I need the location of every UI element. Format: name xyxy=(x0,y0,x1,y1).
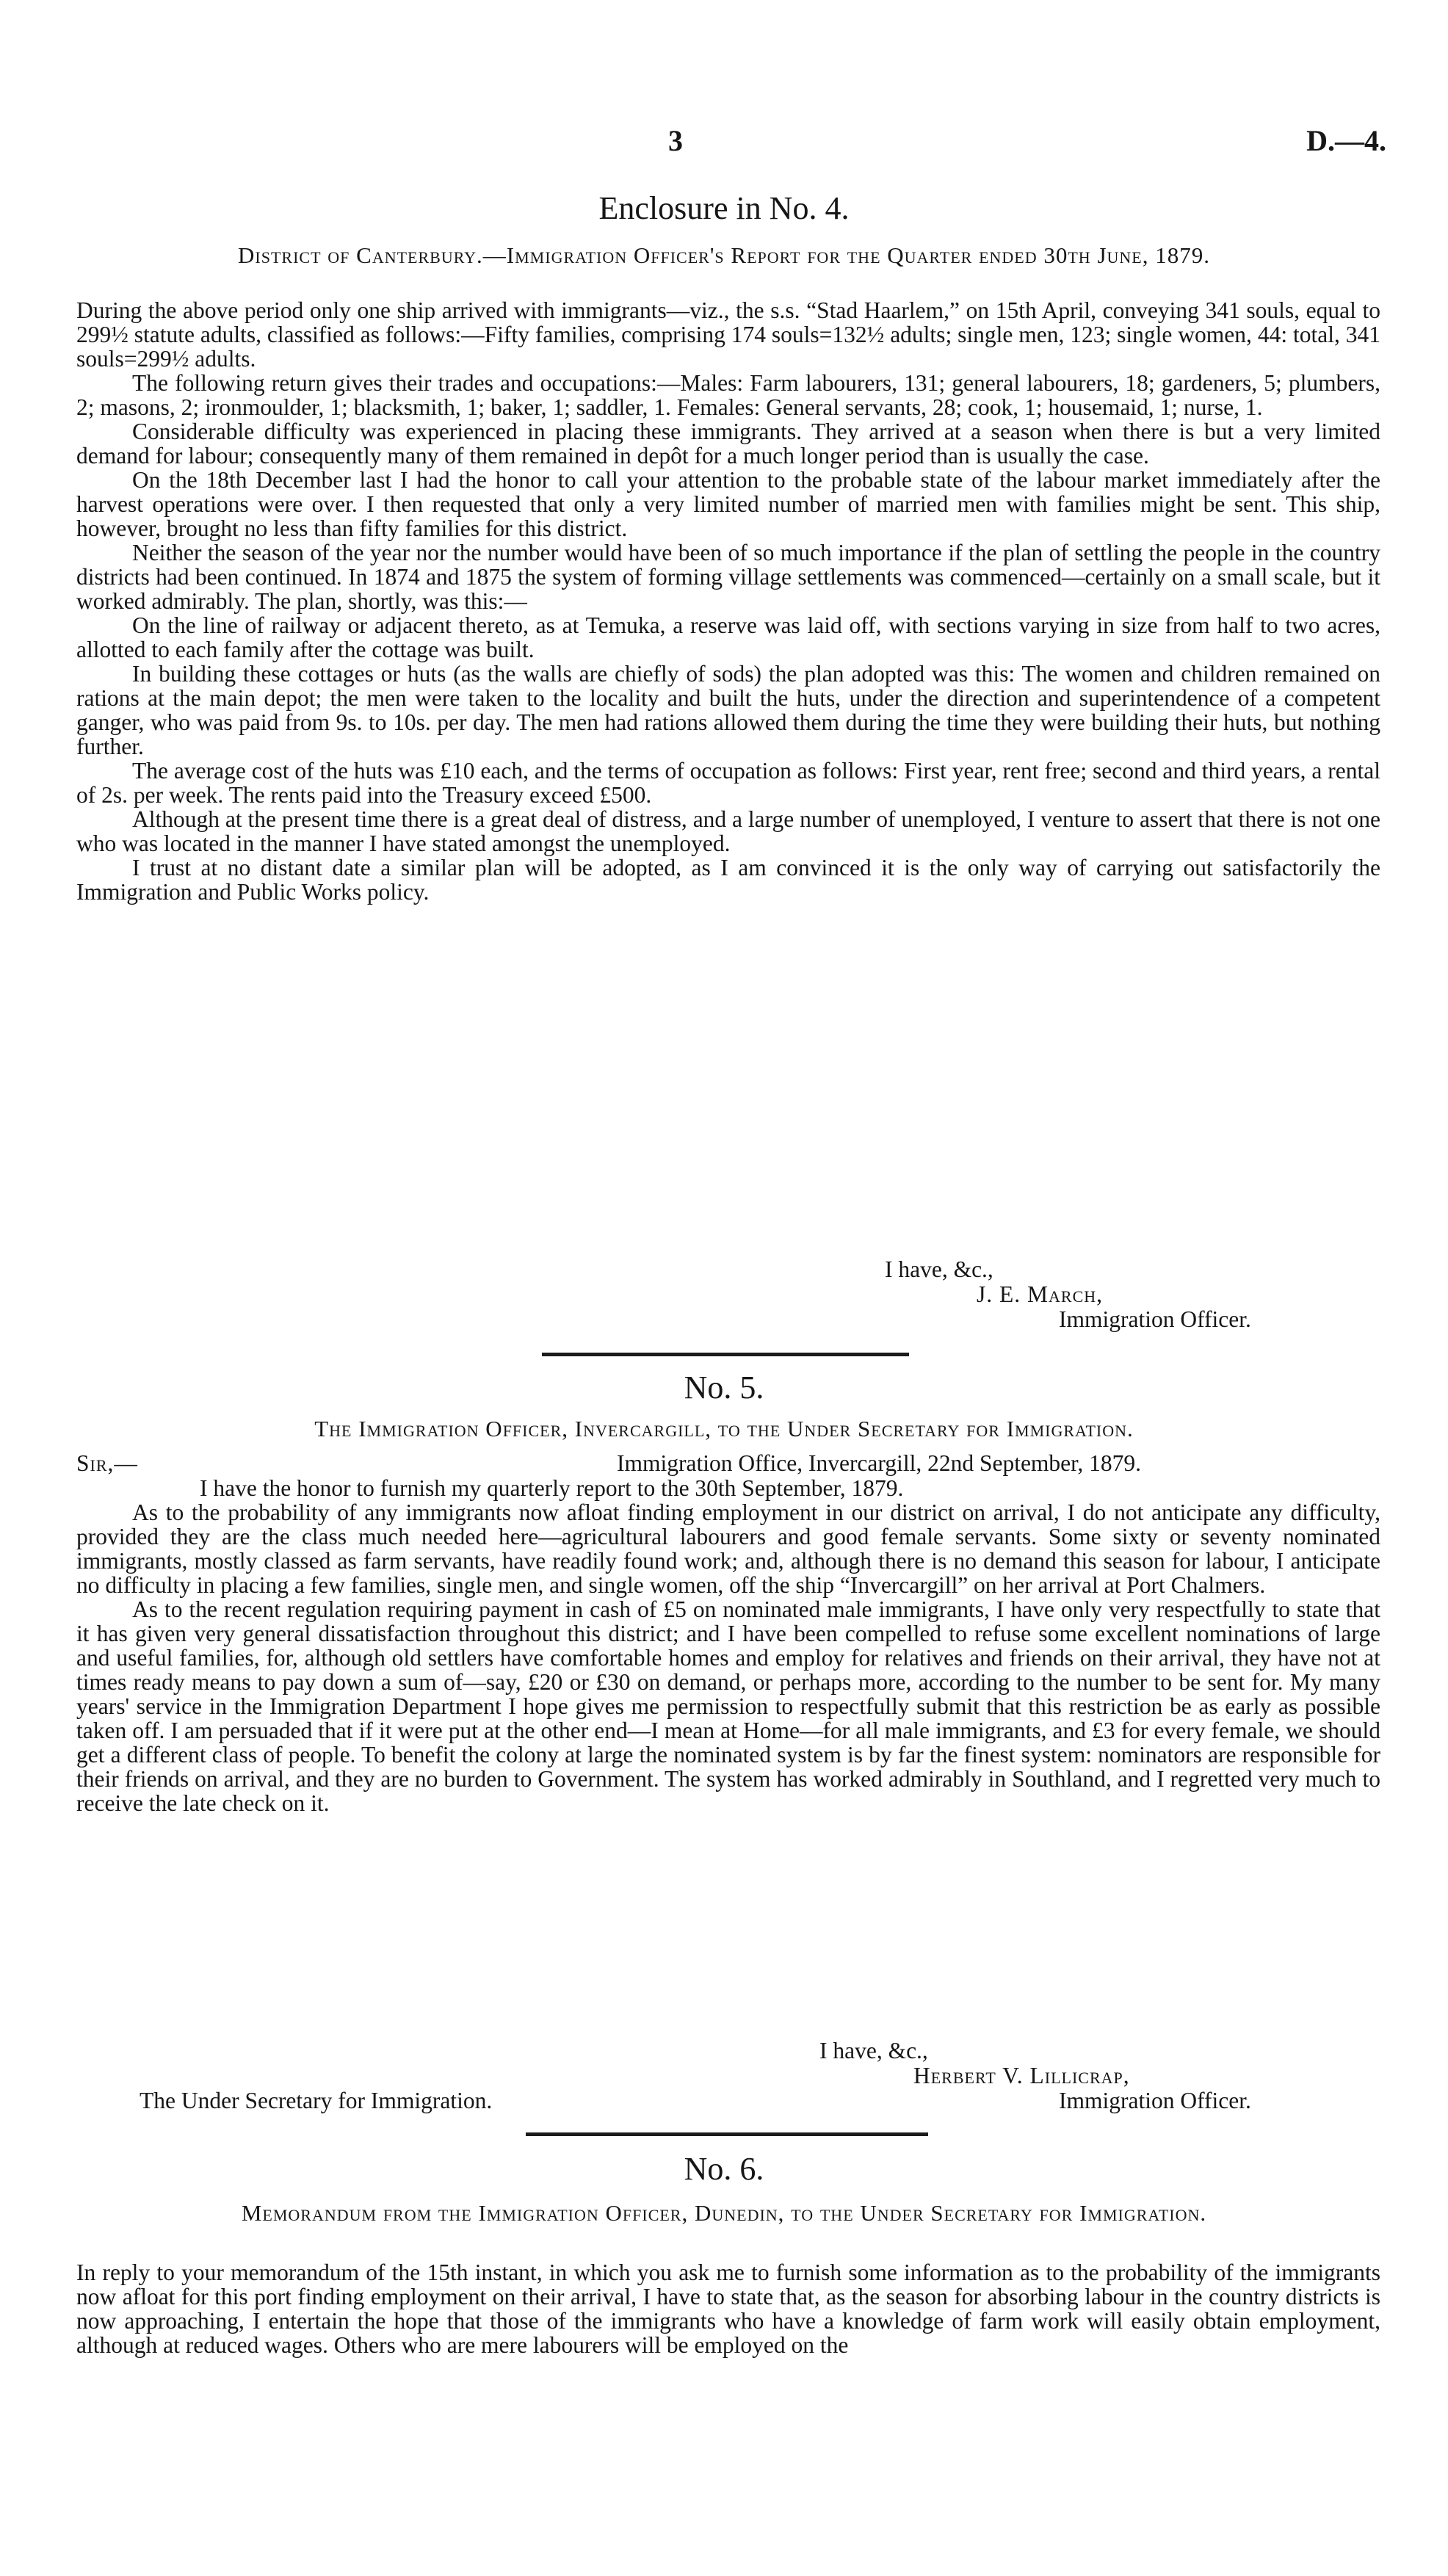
no5-body xyxy=(76,1476,1380,1815)
sign-off: I have, &c., xyxy=(885,1256,993,1282)
sign-off: I have, &c., xyxy=(819,2038,928,2063)
signer-title: Immigration Officer. xyxy=(1059,1306,1251,1332)
paragraph: In reply to your memorandum of the 15th instant, in which you ask me to furnish some information as to the probability of the immigrants now afloat for this port finding employment on their arrival, I have to state that, as the season for absorbing labour in the country districts is now approaching, I entertain the hope that those of the immigrants who have a knowledge of farm work will easily obtain employment, although at reduced wages. Others who are mere labourers will be employed on the xyxy=(76,2260,1380,2358)
document-id: D.—4. xyxy=(1306,124,1386,157)
paragraph: As to the recent regulation requiring payment in cash of £5 on nominated male immigrants, I have only very respectfully to state that it has given very general dissatisfaction throughout this district; and I have been compelled to refuse some excellent nominations of large and useful families, for, although old settlers have comfortable homes and employ for relatives and friends on their arrival, they have not at times ready means to pay down a sum of—say, £20 or £30 on demand, or perhaps more, according to the number to be sent for. My many years' service in the Immigration Department I hope gives me permission to respectfully submit that this restriction be as early as possible taken off. I am persuaded that if it were put at the other end—I mean at Home—for all male immigrants, and £3 for every female, we should get a different class of people. To benefit the colony at large the nominated system is by far the finest system: nominators are responsible for their friends on arrival, and they are no burden to Government. The system has worked admirably in Southland, and I regretted very much to receive the late check on it. xyxy=(76,1596,1380,1816)
enclosure-subtitle: District of Canterbury.—Immigration Officer's Report for the Quarter ended 30th June, 1879. xyxy=(238,242,1210,268)
enclosure-title: Enclosure in No. 4. xyxy=(598,190,850,226)
section-title-no5: No. 5. xyxy=(684,1370,764,1405)
paragraph: I trust at no distant date a similar plan will be adopted, as I am convinced it is the only way of carrying out satisfactorily the Immigration and Public Works policy. xyxy=(76,855,1380,905)
section-divider xyxy=(526,2132,928,2136)
paragraph: On the line of railway or adjacent thereto, as at Temuka, a reserve was laid off, with sections varying in size from half to two acres, allotted to each family after the cottage was built. xyxy=(76,612,1380,662)
paragraph: During the above period only one ship arrived with immigrants—viz., the s.s. “Stad Haarlem,” on 15th April, conveying 341 souls, equal to 299½ statute adults, classified as follows:—Fifty families, comprising 174 souls=132½ adults; single men, 123; single women, 44: total, 341 souls=299½ adults. xyxy=(76,297,1380,372)
page-number: 3 xyxy=(668,124,683,157)
signer-title: Immigration Officer. xyxy=(1059,2088,1251,2113)
paragraph: The following return gives their trades and occupations:—Males: Farm labourers, 131; general labourers, 18; gardeners, 5; plumbers, 2; masons, 2; ironmoulder, 1; blacksmith, 1; baker, 1; saddler, 1. Females: General servants, 28; cook, 1; housemaid, 1; nurse, 1. xyxy=(76,370,1380,420)
section-subtitle-no5: The Immigration Officer, Invercargill, to the Under Secretary for Immigration. xyxy=(314,1416,1134,1441)
signer-name: Herbert V. Lillicrap, xyxy=(913,2063,1130,2088)
salutation: Sir,— xyxy=(76,1450,138,1476)
section-subtitle-no6: Memorandum from the Immigration Officer, Dunedin, to the Under Secretary for Immigration. xyxy=(241,2200,1207,2226)
paragraph: Although at the present time there is a great deal of distress, and a large number of unemployed, I venture to assert that there is not one who was located in the manner I have stated amongst the unemployed. xyxy=(76,806,1380,856)
paragraph: The average cost of the huts was £10 each, and the terms of occupation as follows: First year, rent free; second and third years, a rental of 2s. per week. The rents paid into the Treasury exceed £500. xyxy=(76,758,1380,808)
paragraph: Considerable difficulty was experienced in placing these immigrants. They arrived at a season when there is but a very limited demand for labour; consequently many of them remained in depôt for a much longer period than is usually the case. xyxy=(76,419,1380,468)
paragraph: Neither the season of the year nor the number would have been of so much importance if the plan of settling the people in the country districts had been continued. In 1874 and 1875 the system of forming village settlements was commenced—certainly on a small scale, but it worked admirably. The plan, shortly, was this:— xyxy=(76,540,1380,614)
paragraph: As to the probability of any immigrants now afloat finding employment in our district on arrival, I do not anticipate any difficulty, provided they are the class much needed here—agricultural labourers and good female servants. Some sixty or seventy nominated immigrants, mostly classed as farm servants, have readily found work; and, although there is no demand this season for labour, I anticipate no difficulty in placing a few families, single men, and single women, off the ship “Invercargill” on her arrival at Port Chalmers. xyxy=(76,1499,1380,1598)
section-divider xyxy=(542,1353,909,1356)
addressee: The Under Secretary for Immigration. xyxy=(140,2088,493,2113)
no6-body xyxy=(76,2260,1380,2357)
enclosure-body xyxy=(76,298,1380,904)
dateline: Immigration Office, Invercargill, 22nd September, 1879. xyxy=(617,1450,1142,1476)
paragraph: I have the honor to furnish my quarterly report to the 30th September, 1879. xyxy=(200,1475,904,1501)
paragraph: In building these cottages or huts (as the walls are chiefly of sods) the plan adopted was this: The women and children remained on rations at the main depot; the men were taken to the locality and built the huts, under the direction and superintendence of a competent ganger, who was paid from 9s. to 10s. per day. The men had rations allowed them during the time they were building their huts, but nothing further. xyxy=(76,661,1380,759)
signer-name: J. E. March, xyxy=(977,1281,1104,1307)
section-title-no6: No. 6. xyxy=(684,2151,764,2187)
paragraph: On the 18th December last I had the honor to call your attention to the probable state of the labour market immediately after the harvest operations were over. I then requested that only a very limited number of married men with families might be sent. This ship, however, brought no less than fifty families for this district. xyxy=(76,467,1380,541)
